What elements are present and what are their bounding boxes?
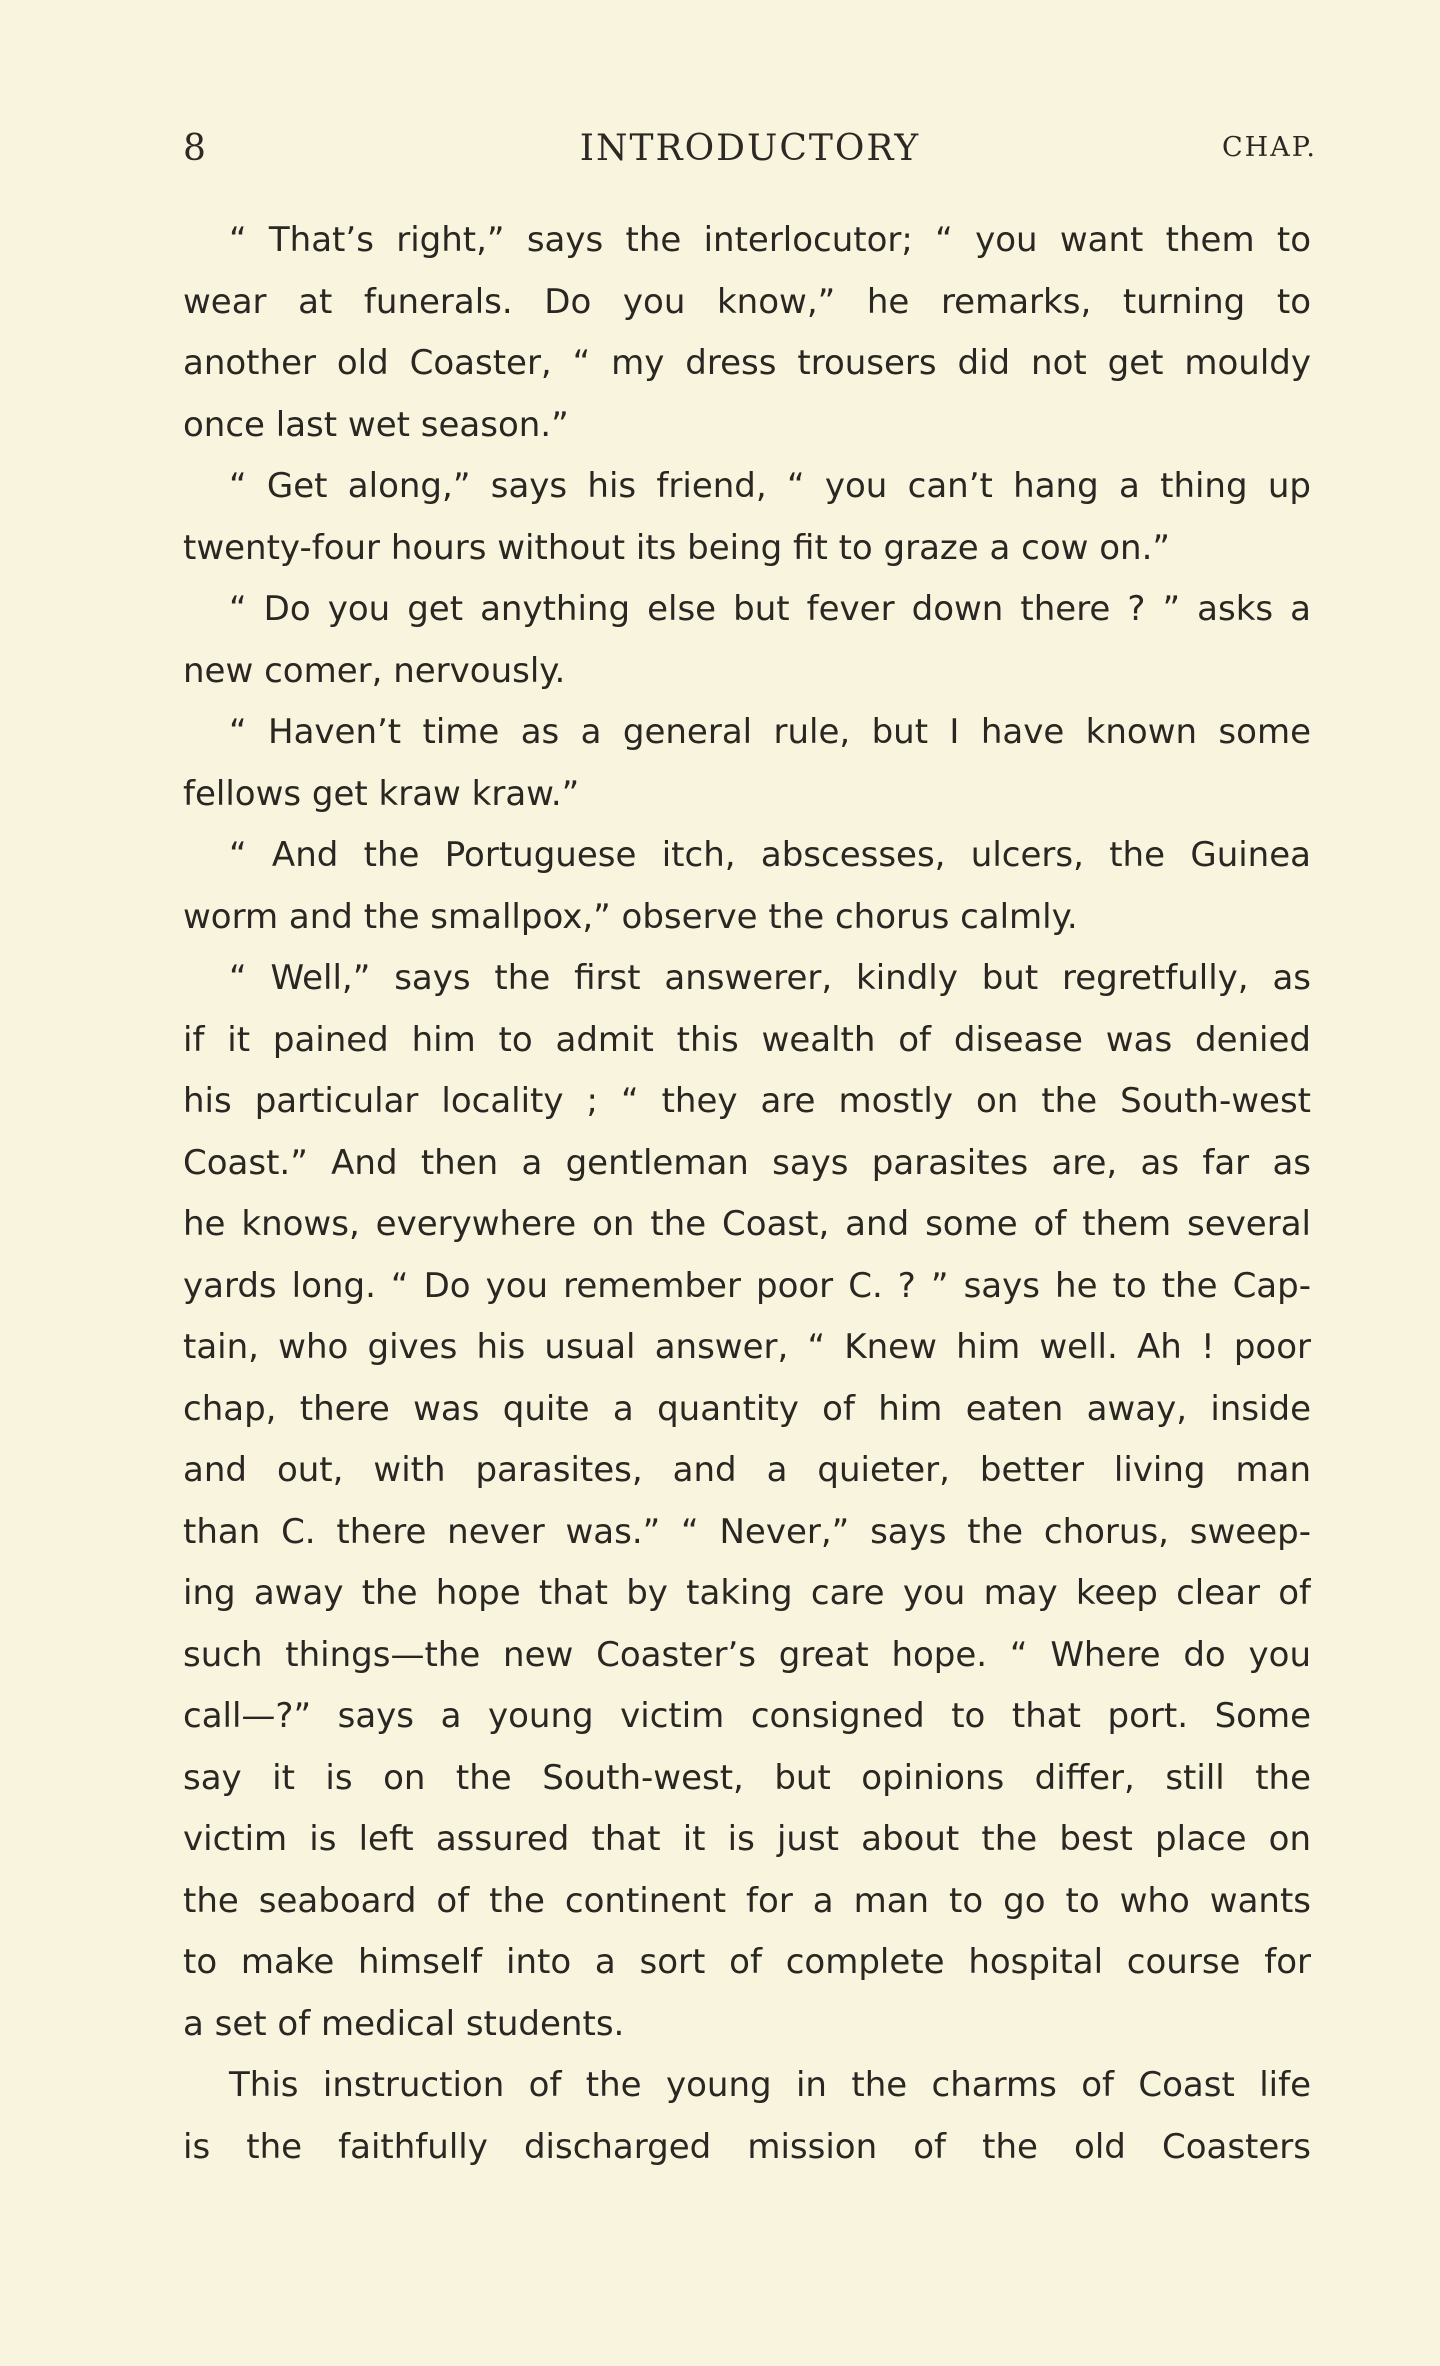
text-line: twenty-four hours without its being fit to graze a cow on.” bbox=[183, 527, 1171, 568]
text-line: he knows, everywhere on the Coast, and some of them several bbox=[183, 1204, 1311, 1244]
paragraph bbox=[183, 702, 1311, 825]
text-line: say it is on the South-west, but opinions differ, still the bbox=[183, 1757, 1311, 1798]
text-line: fellows get kraw kraw.” bbox=[183, 773, 580, 814]
text-line: tain, who gives his usual answer, “ Knew him well. Ah ! poor bbox=[183, 1327, 1311, 1367]
text-line: “ Do you get anything else but fever down there ? ” asks a bbox=[229, 589, 1311, 629]
running-title: INTRODUCTORY bbox=[579, 128, 921, 169]
text-line: Coast.” And then a gentleman says parasites are, as far as bbox=[183, 1142, 1311, 1183]
text-line: ing away the hope that by taking care you may keep clear of bbox=[183, 1573, 1311, 1613]
chapter-label: CHAP. bbox=[1222, 132, 1317, 163]
text-line: “ Haven’t time as a general rule, but I have known some bbox=[229, 712, 1311, 752]
text-line: call—?” says a young victim consigned to that port. Some bbox=[183, 1696, 1311, 1736]
paragraph bbox=[183, 579, 1311, 702]
paragraph bbox=[183, 456, 1311, 579]
text-line: his particular locality ; “ they are mostly on the South-west bbox=[183, 1081, 1311, 1121]
text-line: such things—the new Coaster’s great hope. “ Where do you bbox=[183, 1634, 1311, 1675]
text-line: new comer, nervously. bbox=[183, 650, 566, 691]
text-line: is the faithfully discharged mission of the old Coasters bbox=[183, 2126, 1311, 2167]
page-number: 8 bbox=[183, 128, 206, 169]
text-line: “ That’s right,” says the interlocutor; “ you want them to bbox=[229, 220, 1311, 260]
text-line: and out, with parasites, and a quieter, better living man bbox=[183, 1450, 1311, 1490]
text-line: a set of medical students. bbox=[183, 2003, 625, 2044]
paragraph bbox=[183, 2055, 1311, 2178]
text-line: victim is left assured that it is just about the best place on bbox=[183, 1819, 1311, 1859]
text-line: once last wet season.” bbox=[183, 404, 569, 445]
running-head bbox=[183, 128, 1317, 178]
text-line: the seaboard of the continent for a man to go to who wants bbox=[183, 1880, 1311, 1921]
text-line: “ Well,” says the first answerer, kindly but regretfully, as bbox=[229, 958, 1311, 998]
body-text bbox=[183, 210, 1311, 2178]
paragraph bbox=[183, 210, 1311, 456]
text-line: yards long. “ Do you remember poor C. ? ” says he to the Cap- bbox=[183, 1265, 1311, 1306]
text-line: “ Get along,” says his friend, “ you can’t hang a thing up bbox=[229, 466, 1311, 506]
text-line: worm and the smallpox,” observe the chorus calmly. bbox=[183, 896, 1078, 937]
text-line: chap, there was quite a quantity of him eaten away, inside bbox=[183, 1388, 1311, 1429]
paragraph bbox=[183, 825, 1311, 948]
text-line: to make himself into a sort of complete hospital course for bbox=[183, 1942, 1311, 1982]
text-line: another old Coaster, “ my dress trousers did not get mouldy bbox=[183, 343, 1311, 383]
text-line: if it pained him to admit this wealth of disease was denied bbox=[183, 1019, 1311, 1060]
paragraph bbox=[183, 948, 1311, 2055]
text-line: “ And the Portuguese itch, abscesses, ulcers, the Guinea bbox=[229, 835, 1311, 875]
text-line: wear at funerals. Do you know,” he remarks, turning to bbox=[183, 281, 1311, 322]
text-line: than C. there never was.” “ Never,” says the chorus, sweep- bbox=[183, 1511, 1311, 1552]
text-line: This instruction of the young in the charms of Coast life bbox=[229, 2065, 1311, 2105]
